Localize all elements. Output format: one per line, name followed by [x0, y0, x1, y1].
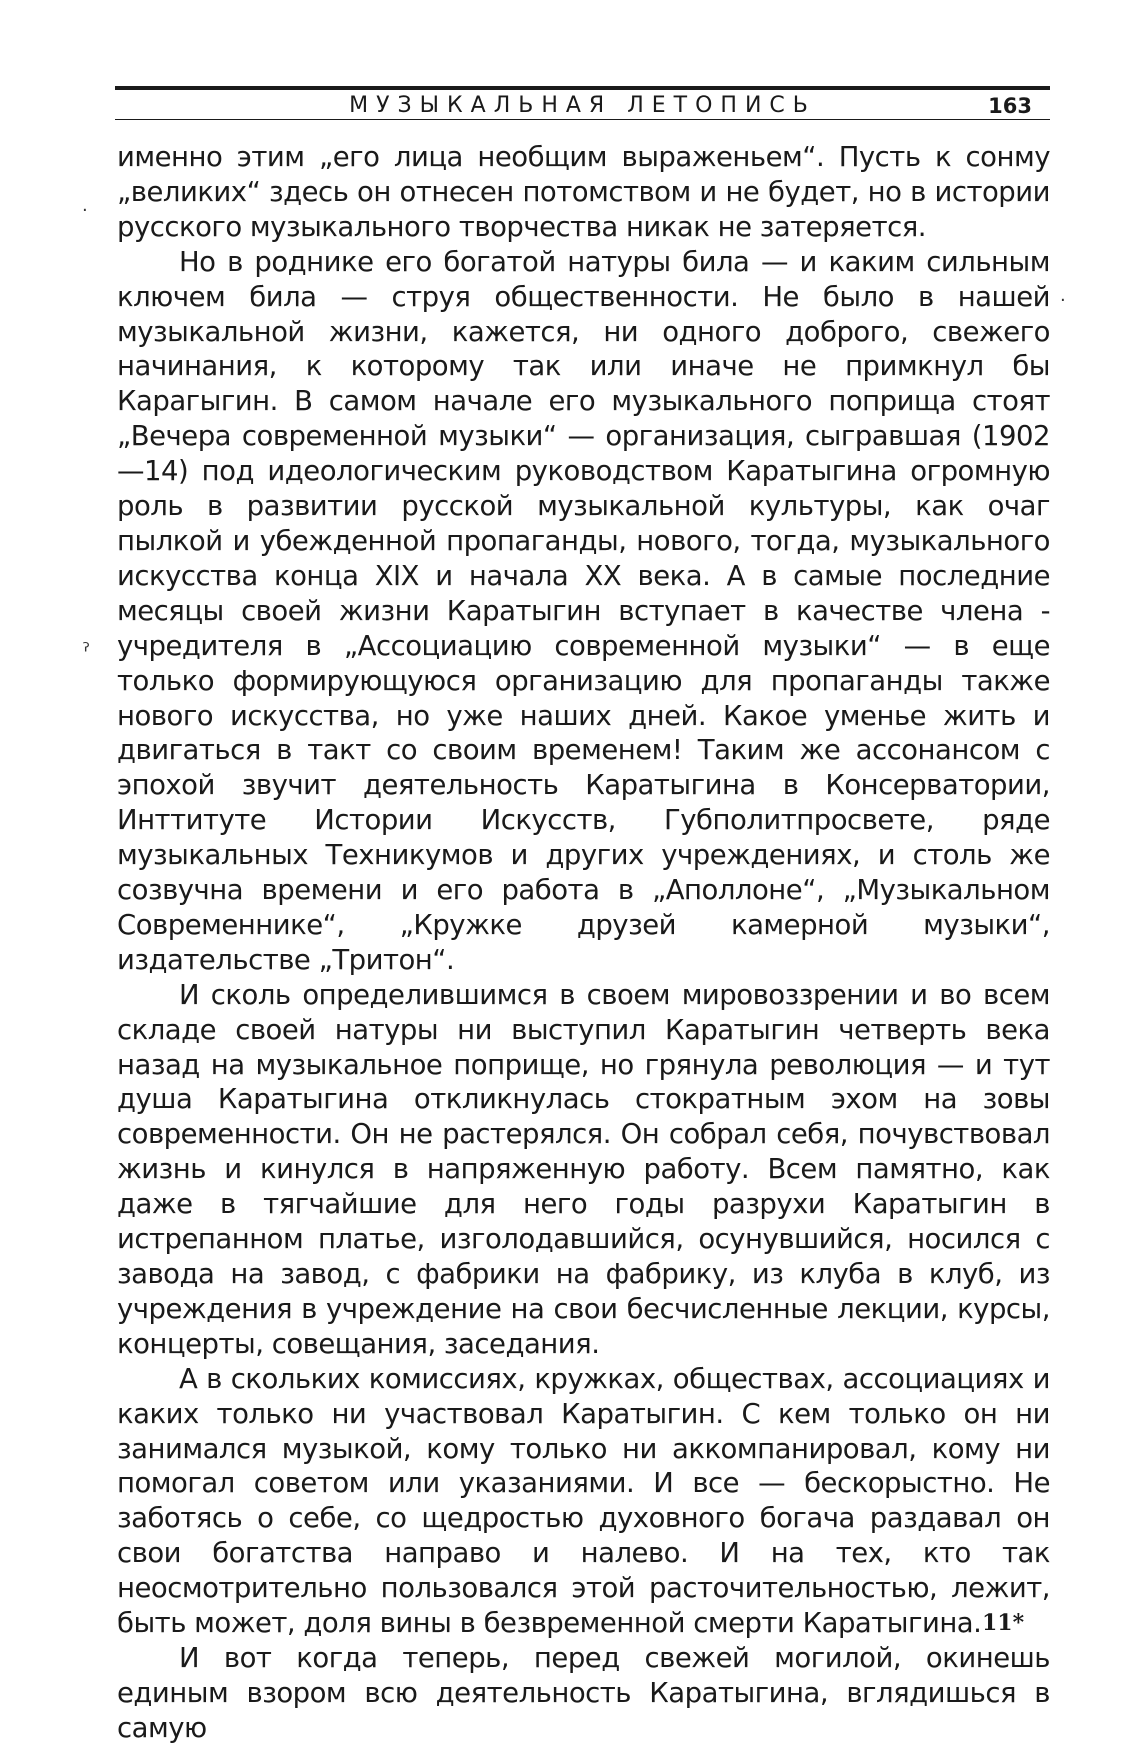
page-number: 163	[988, 94, 1032, 118]
header-rule-top	[115, 86, 1050, 90]
body-text	[117, 140, 1050, 1746]
margin-dot-mark: ·	[1060, 290, 1066, 311]
signature-mark: 11*	[982, 1610, 1025, 1636]
margin-tick-mark: ˀ	[82, 640, 91, 665]
paragraph-4: А в скольких комиссиях, кружках, обществах, ассоциациях и каких только ни участвовал Каратыгин. С кем только он ни занимался музыкой, кому только ни аккомпанировал, кому ни помогал советом или указаниями. И все — бескорыстно. Не заботясь о себе, со щедростью духовного богача раздавал он свои богатства направо и налево. И на тех, кто так неосмотрительно пользовался этой расточительностью, лежит, быть может, доля вины в безвременной смерти Каратыгина.	[117, 1362, 1050, 1640]
header-rule-bottom	[115, 119, 1050, 120]
running-title: МУЗЫКАЛЬНАЯ ЛЕТОПИСЬ	[349, 93, 816, 118]
paragraph-2: Но в роднике его богатой натуры била — и каким сильным ключем била — струя общественности. Не было в нашей музыкальной жизни, кажется, ни одного доброго, свежего начинания, к которому так или иначе не примкнул бы Карагыгин. В самом начале его музыкального поприща стоят „Вечера современной музыки“ — организация, сыгравшая (1902—14) под идеологическим руководством Каратыгина огромную роль в развитии русской музыкальной культуры, как очаг пылкой и убежденной пропаганды, нового, тогда, музыкального искусства конца XIX и начала XX века. А в самые последние месяцы своей жизни Каратыгин вступает в качестве члена - учредителя в „Ассоциацию современной музыки“ — в еще только формирующуюся организацию для пропаганды также нового искусства, но уже наших дней. Какое уменье жить и двигаться в такт со своим временем! Таким же ассонансом с эпохой звучит деятельность Каратыгина в Консерватории, Инттитуте Истории Искусств, Губполитпросвете, ряде музыкальных Техникумов и других учреждениях, и столь же созвучна времени и его работа в „Аполлоне“, „Музыкальном Современнике“, „Кружке друзей камерной музыки“, издательстве „Тритон“.	[117, 245, 1050, 976]
paragraph-5: И вот когда теперь, перед свежей могилой, окинешь единым взором всю деятельность Каратыгина, вглядишься в самую	[117, 1641, 1050, 1744]
paragraph-3: И сколь определившимся в своем мировоззрении и во всем складе своей натуры ни выступил Каратыгин четверть века назад на музыкальное поприще, но грянула революция — и тут душа Каратыгина откликнулась стократным эхом на зовы современности. Он не растерялся. Он собрал себя, почувствовал жизнь и кинулся в напряженную работу. Всем памятно, как даже в тягчайшие для него годы разрухи Каратыгин в истрепанном платье, изголодавшийся, осунувшийся, носился с завода на завод, с фабрики на фабрику, из клуба в клуб, из учреждения в учреждение на свои бесчисленные лекции, курсы, концерты, совещания, заседания.	[117, 978, 1050, 1360]
margin-dot-mark: ·	[82, 200, 88, 221]
paragraph-1: именно этим „его лица необщим выраженьем“. Пусть к сонму „великих“ здесь он отнесен потомством и не будет, но в истории русского музыкального творчества никак не затеряется.	[117, 141, 1050, 243]
page-header	[115, 86, 1050, 122]
